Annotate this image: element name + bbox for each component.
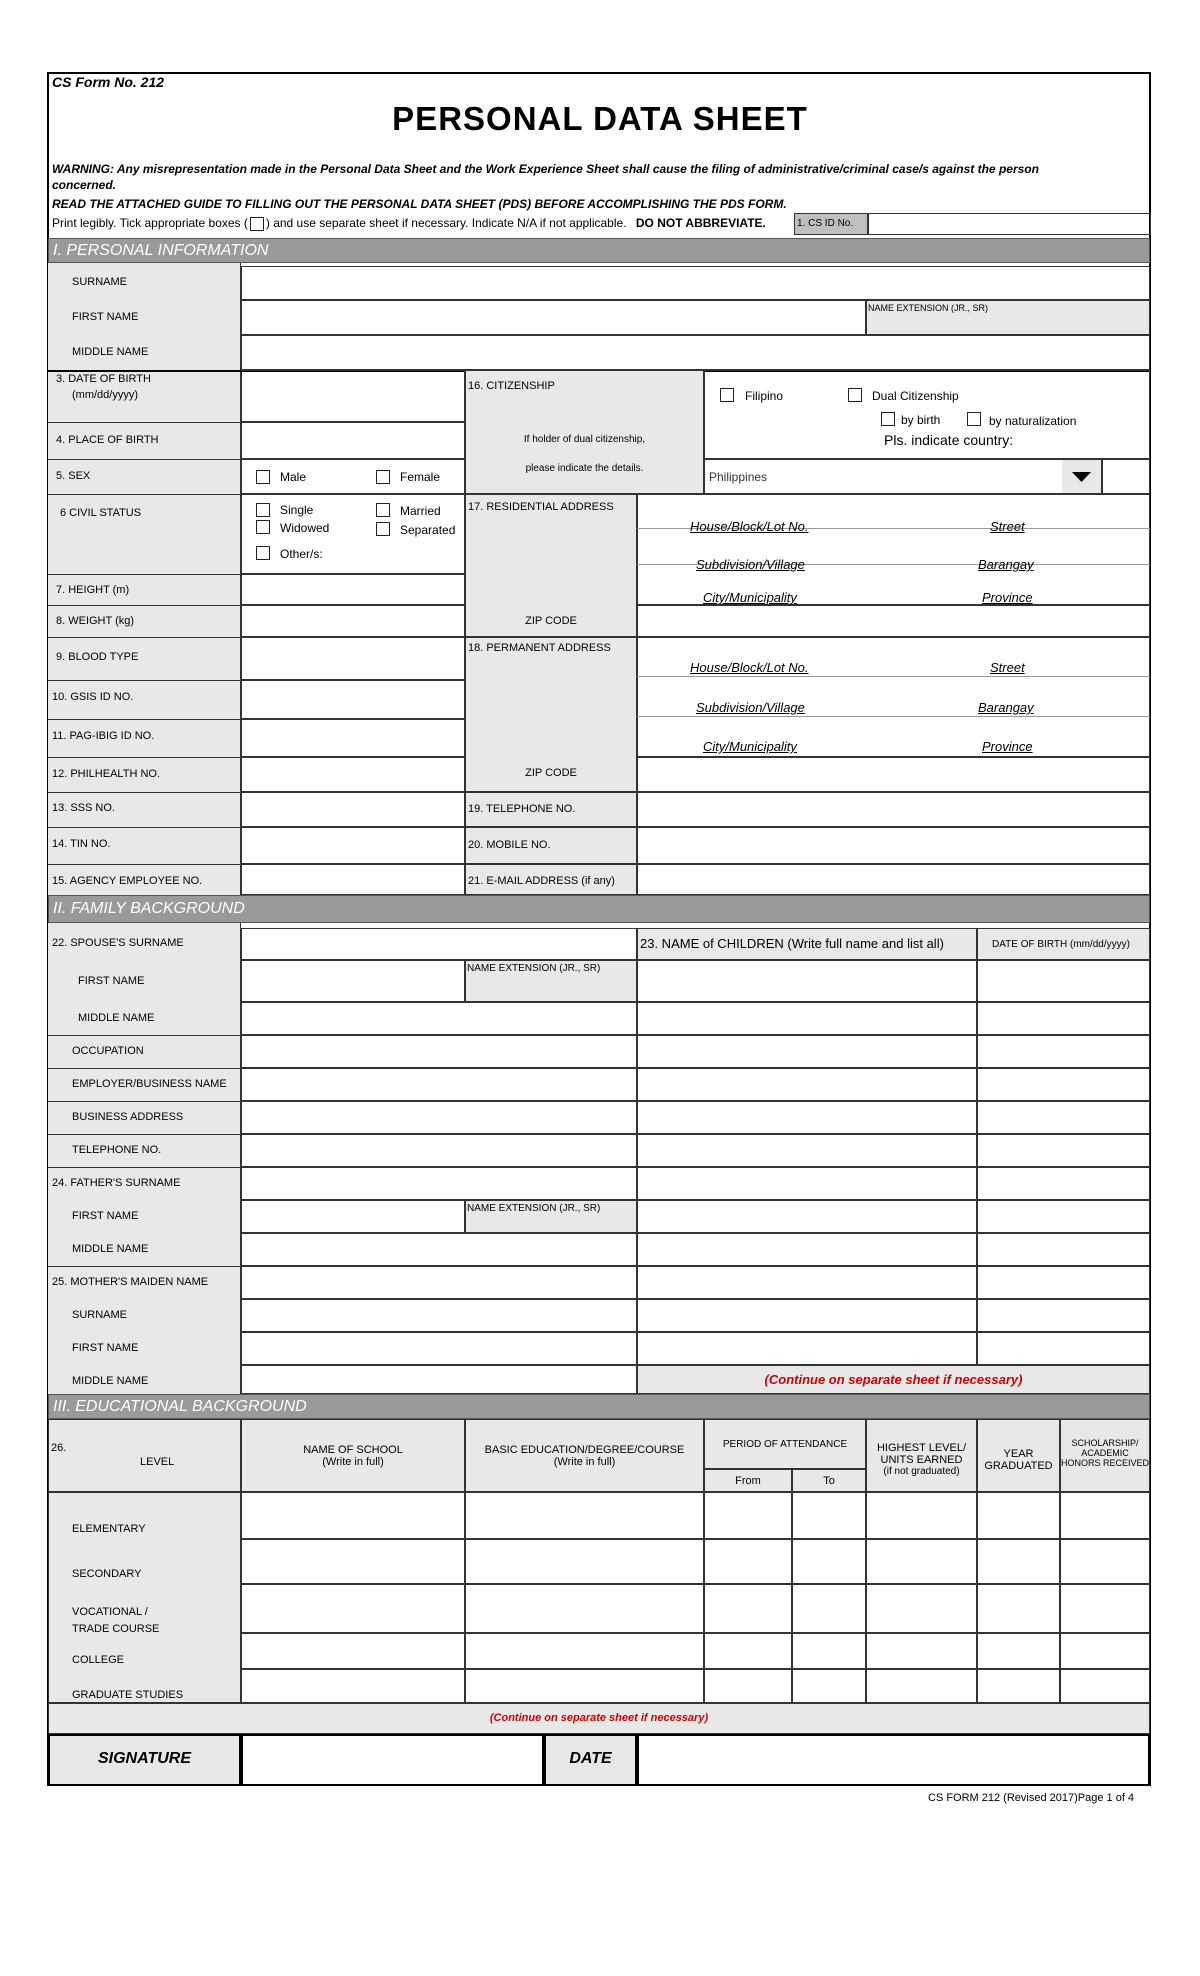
female-label: Female [400, 470, 441, 484]
spouse-surname-label: 22. SPOUSE'S SURNAME [52, 937, 184, 949]
child-name-input[interactable] [637, 1266, 977, 1299]
spouse-surname-input[interactable] [241, 928, 637, 960]
edu-cell-input[interactable] [465, 1584, 704, 1633]
surname-label: SURNAME [72, 276, 128, 288]
child-dob-input[interactable] [977, 1299, 1150, 1332]
married-checkbox[interactable] [376, 503, 390, 517]
res-street-label: Street [990, 519, 1025, 534]
civil-status-label: 6 CIVIL STATUS [60, 507, 142, 519]
mother-maiden-name-input[interactable] [241, 1266, 637, 1299]
child-name-input[interactable] [637, 960, 977, 1002]
telephone-label: 19. TELEPHONE NO. [468, 803, 576, 815]
res-zip-input[interactable] [637, 605, 1150, 637]
male-checkbox[interactable] [256, 470, 270, 484]
employer-label: EMPLOYER/BUSINESS NAME [72, 1078, 227, 1090]
children-header-label: 23. NAME of CHILDREN (Write full name and list all) [640, 936, 944, 951]
separated-label: Separated [400, 523, 456, 537]
permanent-address-label: 18. PERMANENT ADDRESS [468, 642, 611, 654]
res-house-label: House/Block/Lot No. [690, 519, 809, 534]
to-header-label: To [823, 1474, 835, 1487]
warning-text: WARNING: Any misrepresentation made in the Personal Data Sheet and the Work Experience Sheet shall cause the filing of administrative/criminal case/s against the person [52, 162, 1039, 176]
edu-year-header [977, 1419, 1060, 1492]
gsis-input[interactable] [241, 680, 465, 719]
agency-no-input[interactable] [241, 864, 465, 895]
edu-cell-input[interactable] [1060, 1584, 1150, 1633]
occupation-label: OCCUPATION [72, 1045, 144, 1057]
school-header-sub: (Write in full) [322, 1455, 384, 1468]
others-label: Other/s: [280, 547, 323, 561]
dual-note-1: If holder of dual citizenship, [523, 434, 646, 445]
res-subdivision-label: Subdivision/Village [696, 557, 805, 572]
perm-city-label: City/Municipality [703, 739, 797, 754]
spouse-first-name-input[interactable] [241, 960, 465, 1002]
philhealth-input[interactable] [241, 757, 465, 792]
highest-header-label-1: HIGHEST LEVEL/ [876, 1442, 967, 1454]
child-dob-input[interactable] [977, 1233, 1150, 1266]
country-select[interactable] [704, 459, 1102, 494]
male-label: Male [280, 470, 307, 484]
edu-cell-input[interactable] [465, 1669, 704, 1703]
edu-cell-input[interactable] [241, 1584, 465, 1633]
edu-cell-input[interactable] [866, 1669, 977, 1703]
res-province-label: Province [982, 590, 1033, 605]
father-surname-input[interactable] [241, 1167, 637, 1200]
left-row-lines [48, 827, 241, 828]
highest-header-label-3: (if not graduated) [883, 1466, 960, 1477]
filipino-label: Filipino [745, 389, 784, 403]
child-name-input[interactable] [637, 1167, 977, 1200]
edu-cell-input[interactable] [704, 1492, 792, 1539]
cs-id-label: 1. CS ID No. [794, 213, 868, 235]
dropdown-arrow-icon [1062, 460, 1101, 493]
perm-barangay-label: Barangay [978, 700, 1034, 715]
edu-cell-input[interactable] [241, 1492, 465, 1539]
date-label: DATE [569, 1750, 612, 1767]
edu-cell-input[interactable] [704, 1584, 792, 1633]
mother-first-name-input[interactable] [241, 1332, 637, 1365]
father-middle-name-label: MIDDLE NAME [72, 1243, 149, 1255]
continue-note-edu-label: (Continue on separate sheet if necessary) [489, 1712, 709, 1724]
single-label: Single [280, 503, 314, 517]
edu-graduate-label: GRADUATE STUDIES [72, 1689, 184, 1701]
father-surname-label: 24. FATHER'S SURNAME [52, 1177, 181, 1189]
philhealth-label: 12. PHILHEALTH NO. [52, 768, 160, 780]
name-extension-label: NAME EXTENSION (JR., SR) [868, 303, 989, 313]
edu-cell-input[interactable] [1060, 1539, 1150, 1584]
section-family-background: II. FAMILY BACKGROUND [48, 895, 1150, 923]
telephone-input[interactable] [637, 792, 1150, 827]
spouse-middle-name-label: MIDDLE NAME [78, 1012, 155, 1024]
agency-no-label: 15. AGENCY EMPLOYEE NO. [52, 875, 203, 887]
child-dob-input[interactable] [977, 1035, 1150, 1068]
occupation-input[interactable] [241, 1035, 637, 1068]
left-row-lines [48, 680, 241, 681]
gsis-label: 10. GSIS ID NO. [52, 691, 134, 703]
left-row-lines [48, 1101, 241, 1102]
child-dob-input[interactable] [977, 1200, 1150, 1233]
scholarship-header-label-3: HONORS RECEIVED [1061, 1458, 1150, 1468]
child-dob-input[interactable] [977, 1266, 1150, 1299]
scholarship-header-label-1: SCHOLARSHIP/ [1071, 1438, 1139, 1448]
perm-house-label: House/Block/Lot No. [690, 660, 809, 675]
others-checkbox[interactable] [256, 546, 270, 560]
separated-checkbox[interactable] [376, 522, 390, 536]
height-input[interactable] [241, 574, 465, 605]
father-first-name-label: FIRST NAME [72, 1210, 139, 1222]
mother-surname-label: SURNAME [72, 1309, 128, 1321]
print-instruction-b: ) and use separate sheet if necessary. Indicate N/A if not applicable. [265, 216, 627, 230]
married-label: Married [400, 504, 441, 518]
spouse-name-ext-label: NAME EXTENSION (JR., SR) [467, 963, 601, 974]
child-dob-input[interactable] [977, 1101, 1150, 1134]
address-line [637, 716, 1150, 717]
left-row-lines [48, 494, 241, 495]
business-address-label: BUSINESS ADDRESS [72, 1111, 184, 1123]
left-row-lines [48, 1134, 241, 1135]
edu-cell-input[interactable] [866, 1633, 977, 1669]
blood-type-label: 9. BLOOD TYPE [56, 651, 139, 663]
period-header-label: PERIOD OF ATTENDANCE [722, 1438, 848, 1450]
no-abbreviate: DO NOT ABBREVIATE. [635, 216, 766, 230]
edu-cell-input[interactable] [792, 1584, 866, 1633]
edu-cell-input[interactable] [1060, 1633, 1150, 1669]
dob-label: 3. DATE OF BIRTH [56, 373, 151, 385]
edu-scholarship-header [1060, 1419, 1150, 1492]
mother-middle-name-input[interactable] [241, 1365, 637, 1394]
edu-cell-input[interactable] [792, 1669, 866, 1703]
citizenship-label: 16. CITIZENSHIP [468, 380, 555, 392]
res-city-label: City/Municipality [703, 590, 797, 605]
spouse-telephone-input[interactable] [241, 1134, 637, 1167]
child-dob-header-label: DATE OF BIRTH (mm/dd/yyyy) [992, 939, 1130, 950]
father-middle-name-input[interactable] [241, 1233, 637, 1266]
edu-number-label: 26. [51, 1442, 67, 1454]
course-header-sub: (Write in full) [553, 1455, 616, 1468]
pob-label: 4. PLACE OF BIRTH [56, 434, 159, 446]
left-row-lines [48, 1035, 241, 1036]
left-row-lines [48, 459, 241, 460]
single-checkbox[interactable] [256, 503, 270, 517]
dob-format: (mm/dd/yyyy) [72, 389, 138, 401]
school-header-label: NAME OF SCHOOL [303, 1443, 403, 1456]
perm-street-label: Street [990, 660, 1025, 675]
child-dob-input[interactable] [977, 1167, 1150, 1200]
cs-id-input[interactable] [868, 213, 1151, 235]
child-name-input[interactable] [637, 1332, 977, 1365]
email-label: 21. E-MAIL ADDRESS (if any) [468, 875, 615, 887]
edu-cell-input[interactable] [241, 1633, 465, 1669]
edu-from-header [704, 1469, 792, 1492]
mobile-label: 20. MOBILE NO. [468, 839, 551, 851]
dual-citizenship-label: Dual Citizenship [872, 389, 959, 403]
mother-maiden-name-label: 25. MOTHER'S MAIDEN NAME [52, 1276, 209, 1288]
perm-zip-label: ZIP CODE [525, 767, 577, 779]
child-name-input[interactable] [637, 1134, 977, 1167]
left-row-lines [48, 1167, 241, 1168]
mother-first-name-label: FIRST NAME [72, 1342, 139, 1354]
edu-cell-input[interactable] [977, 1633, 1060, 1669]
edu-cell-input[interactable] [866, 1492, 977, 1539]
first-name-label: FIRST NAME [72, 311, 139, 323]
left-row-lines [48, 1068, 241, 1069]
res-barangay-label: Barangay [978, 557, 1034, 572]
weight-input[interactable] [241, 605, 465, 637]
surname-input[interactable] [241, 266, 1150, 300]
edu-cell-input[interactable] [1060, 1669, 1150, 1703]
child-name-input[interactable] [637, 1002, 977, 1035]
edu-cell-input[interactable] [792, 1492, 866, 1539]
edu-secondary-label: SECONDARY [72, 1568, 142, 1580]
warning-text-2: concerned. [52, 178, 117, 192]
edu-cell-input[interactable] [704, 1539, 792, 1584]
year-header-label-1: YEAR [1003, 1448, 1034, 1460]
by-naturalization-checkbox[interactable] [967, 412, 981, 426]
scholarship-header-label-2: ACADEMIC [1081, 1448, 1129, 1458]
weight-label: 8. WEIGHT (kg) [56, 615, 135, 627]
edu-cell-input[interactable] [241, 1669, 465, 1703]
left-row-lines [48, 605, 241, 606]
left-row-lines [48, 637, 241, 638]
child-dob-input[interactable] [977, 960, 1150, 1002]
country-extra-field[interactable] [1102, 459, 1150, 494]
edu-cell-input[interactable] [977, 1669, 1060, 1703]
pagibig-input[interactable] [241, 719, 465, 757]
left-row-lines [48, 864, 241, 865]
edu-cell-input[interactable] [1060, 1492, 1150, 1539]
mother-surname-input[interactable] [241, 1299, 637, 1332]
child-name-input[interactable] [637, 1299, 977, 1332]
email-input[interactable] [637, 864, 1150, 895]
edu-cell-input[interactable] [866, 1584, 977, 1633]
dob-input[interactable] [241, 370, 465, 422]
spouse-first-name-label: FIRST NAME [78, 975, 145, 987]
father-first-name-input[interactable] [241, 1200, 465, 1233]
height-label: 7. HEIGHT (m) [56, 584, 130, 596]
blood-type-input[interactable] [241, 637, 465, 680]
by-naturalization-label: by naturalization [989, 414, 1077, 428]
section-educational-background: III. EDUCATIONAL BACKGROUND [48, 1394, 1150, 1419]
edu-level-label: LEVEL [140, 1456, 175, 1468]
res-zip-label: ZIP CODE [525, 615, 577, 627]
by-birth-checkbox[interactable] [881, 412, 895, 426]
sex-label: 5. SEX [56, 470, 91, 482]
father-name-ext-label: NAME EXTENSION (JR., SR) [467, 1203, 601, 1214]
date-input[interactable] [637, 1734, 1150, 1786]
highest-header-label-2: UNITS EARNED [880, 1454, 963, 1466]
edu-cell-input[interactable] [977, 1492, 1060, 1539]
spouse-telephone-label: TELEPHONE NO. [72, 1144, 162, 1156]
left-row-lines [48, 719, 241, 720]
country-select-value: Philippines [709, 470, 768, 484]
sss-label: 13. SSS NO. [52, 802, 115, 814]
edu-to-header [792, 1469, 866, 1492]
edu-cell-input[interactable] [792, 1539, 866, 1584]
residential-address-label: 17. RESIDENTIAL ADDRESS [468, 501, 614, 513]
section-personal-info: I. PERSONAL INFORMATION [48, 238, 1150, 263]
label-column-2 [48, 923, 241, 1394]
left-row-lines [48, 792, 241, 793]
perm-subdivision-label: Subdivision/Village [696, 700, 805, 715]
continue-note-family-label: (Continue on separate sheet if necessary) [764, 1372, 1023, 1387]
female-checkbox[interactable] [376, 470, 390, 484]
course-header-label: BASIC EDUCATION/DEGREE/COURSE [484, 1443, 685, 1456]
left-row-lines [48, 1266, 241, 1267]
mother-middle-name-label: MIDDLE NAME [72, 1375, 149, 1387]
form-number: CS Form No. 212 [52, 74, 165, 90]
pagibig-label: 11. PAG-IBIG ID NO. [52, 730, 155, 742]
sss-input[interactable] [241, 792, 465, 827]
middle-name-label: MIDDLE NAME [72, 346, 149, 358]
print-instruction-a: Print legibly. Tick appropriate boxes ( [52, 216, 248, 230]
first-name-input[interactable] [241, 300, 866, 335]
dual-note-2: please indicate the details. [525, 463, 644, 474]
widowed-label: Widowed [280, 521, 330, 535]
edu-cell-input[interactable] [241, 1539, 465, 1584]
signature-label: SIGNATURE [97, 1750, 192, 1767]
indicate-country-label: Pls. indicate country: [884, 432, 1014, 448]
employer-input[interactable] [241, 1068, 637, 1101]
child-name-input[interactable] [637, 1200, 977, 1233]
read-guide-text: READ THE ATTACHED GUIDE TO FILLING OUT THE PERSONAL DATA SHEET (PDS) BEFORE ACCOMPLISHING THE PDS FORM. [52, 197, 787, 211]
child-dob-input[interactable] [977, 1134, 1150, 1167]
edu-trade-course-label: TRADE COURSE [72, 1623, 160, 1635]
child-name-input[interactable] [637, 1233, 977, 1266]
edu-college-label: COLLEGE [72, 1654, 124, 1666]
left-row-lines [48, 422, 241, 423]
perm-province-label: Province [982, 739, 1033, 754]
from-header-label: From [735, 1474, 761, 1487]
by-birth-label: by birth [901, 413, 941, 427]
print-instruction [52, 216, 766, 231]
year-header-label-2: GRADUATED [984, 1460, 1053, 1472]
spouse-middle-name-input[interactable] [241, 1002, 637, 1035]
tin-input[interactable] [241, 827, 465, 864]
child-dob-input[interactable] [977, 1002, 1150, 1035]
address-line [637, 676, 1150, 677]
left-row-lines [48, 757, 241, 758]
pob-input[interactable] [241, 422, 465, 459]
child-name-input[interactable] [637, 1101, 977, 1134]
edu-elementary-label: ELEMENTARY [72, 1523, 146, 1535]
edu-cell-input[interactable] [465, 1492, 704, 1539]
child-dob-input[interactable] [977, 1332, 1150, 1365]
edu-vocational-label: VOCATIONAL / [72, 1606, 148, 1618]
dual-citizenship-checkbox[interactable] [848, 388, 862, 402]
edu-cell-input[interactable] [866, 1539, 977, 1584]
page-title: PERSONAL DATA SHEET [392, 100, 808, 137]
edu-school-header [241, 1419, 465, 1492]
left-row-lines [48, 574, 241, 575]
edu-cell-input[interactable] [977, 1584, 1060, 1633]
child-name-input[interactable] [637, 1068, 977, 1101]
edu-cell-input[interactable] [704, 1669, 792, 1703]
signature-input[interactable] [241, 1734, 544, 1786]
edu-course-header [465, 1419, 704, 1492]
sample-checkbox [250, 217, 264, 231]
country-dropdown-button[interactable] [1062, 460, 1101, 493]
business-address-input[interactable] [241, 1101, 637, 1134]
tin-label: 14. TIN NO. [52, 838, 111, 850]
edu-period-header [704, 1419, 866, 1469]
edu-highest-header [866, 1419, 977, 1492]
edu-cell-input[interactable] [465, 1539, 704, 1584]
mobile-input[interactable] [637, 827, 1150, 864]
child-dob-input[interactable] [977, 1068, 1150, 1101]
perm-zip-input[interactable] [637, 757, 1150, 792]
edu-cell-input[interactable] [704, 1633, 792, 1669]
filipino-checkbox[interactable] [720, 388, 734, 402]
middle-name-input[interactable] [241, 335, 1150, 370]
child-name-input[interactable] [637, 1035, 977, 1068]
edu-cell-input[interactable] [465, 1633, 704, 1669]
edu-cell-input[interactable] [977, 1539, 1060, 1584]
edu-cell-input[interactable] [792, 1633, 866, 1669]
residential-address-field[interactable] [637, 494, 1150, 605]
widowed-checkbox[interactable] [256, 520, 270, 534]
footer-text: CS FORM 212 (Revised 2017)Page 1 of 4 [928, 1792, 1135, 1804]
